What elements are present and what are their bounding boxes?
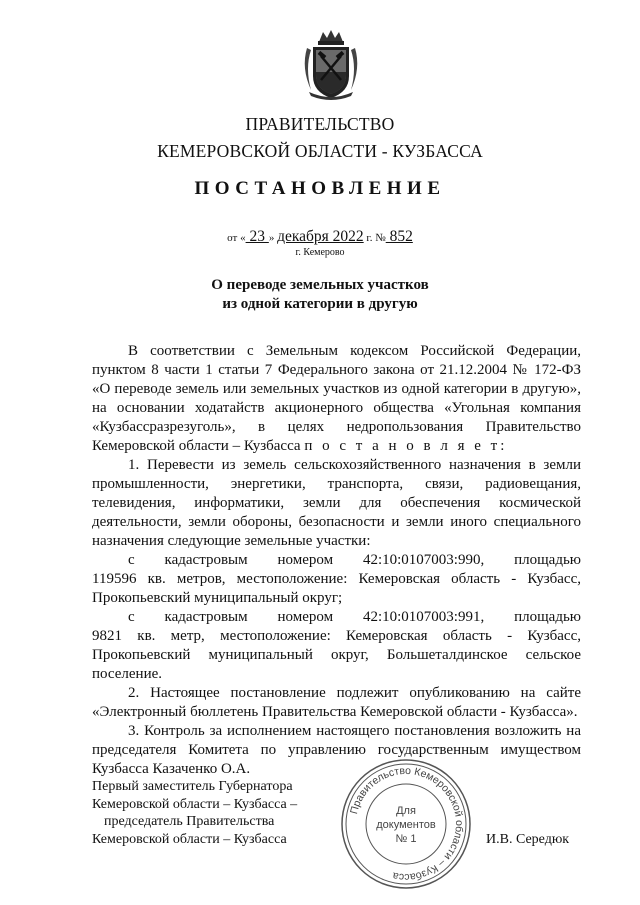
document-subject (0, 276, 640, 314)
paragraph-2: 2. Настоящее постановление подлежит опубликованию на сайте «Электронный бюллетень Правительства Кемеровской области - Кузбасса». (92, 685, 581, 720)
signatory-position (92, 778, 297, 848)
stamp-center-line3: № 1 (395, 833, 417, 845)
date-prefix: от « (227, 232, 246, 244)
paragraph-1: 1. Перевести из земель сельскохозяйственного назначения в земли промышленности, энергетики, транспорта, связи, радиовещания, телевидения, информатики, земли для обеспечения космической деятельности, земли обороны, безопасности и земли иного специального назначения следующие земельные участки: (92, 457, 581, 549)
signatory-line4: Кемеровской области – Кузбасса (92, 831, 287, 847)
document-city: г. Кемерово (295, 247, 345, 258)
date-mid: » (268, 232, 278, 244)
signatory-line1: Первый заместитель Губернатора (92, 779, 293, 794)
subject-line2: из одной категории в другую (222, 296, 418, 312)
signatory-name: И.В. Середюк (486, 832, 570, 847)
signatory-line2: Кемеровской области – Кузбасса – (92, 796, 298, 812)
coat-of-arms-icon (299, 28, 363, 102)
parcel-1-rest: 119596 кв. метров, местоположение: Кемеровская область - Кузбасс, Прокопьевский муниципальный округ; (92, 571, 581, 606)
preamble-text: В соответствии с Земельным кодексом Российской Федерации, пунктом 8 части 1 статьи 7 Федерального закона от 21.12.2004 № 172-ФЗ «О переводе земель или земельных участков из одной категории в другую», на основании ходатайств акционерного общества «Угольная компания «Кузбассразрезуголь», в целях недропользования Правительство Кемеровской области – Кузбасса (92, 343, 581, 454)
government-name-line1: ПРАВИТЕЛЬСТВО (245, 114, 395, 134)
government-name-line2: КЕМЕРОВСКОЙ ОБЛАСТИ - КУЗБАССА (157, 141, 483, 161)
stamp-center-line1: Для (396, 805, 416, 817)
postanovlyaet-text: п о с т а н о в л я е т: (304, 438, 508, 454)
date-month-year: декабря 2022 (277, 228, 364, 245)
document-type-title: ПОСТАНОВЛЕНИЕ (194, 178, 446, 199)
date-g: г. № (363, 232, 386, 244)
document-dateline (0, 228, 640, 246)
parcel-1-head: с кадастровым номером 42:10:0107003:990, площадью (128, 552, 581, 568)
parcel-2-head: с кадастровым номером 42:10:0107003:991, площадью (128, 609, 581, 625)
subject-line1: О переводе земельных участков (211, 277, 429, 293)
signatory-line3: председатель Правительства (104, 814, 275, 829)
preamble-paragraph (92, 342, 581, 456)
official-stamp (338, 756, 474, 892)
stamp-ring-text: Правительство Кемеровской области – Кузбасса (348, 764, 466, 884)
date-day: 23 (245, 228, 269, 245)
document-body (92, 342, 581, 779)
document-number: 852 (385, 228, 413, 245)
parcel-2-rest: 9821 кв. метр, местоположение: Кемеровская область - Кузбасс, Прокопьевский муниципальный округ, Большеталдинское сельское поселение. (92, 628, 581, 682)
stamp-center-line2: документов (376, 819, 436, 831)
paragraph-3: 3. Контроль за исполнением настоящего постановления возложить на председателя Комитета по управлению государственным имуществом Кузбасса Казаченко О.А. (92, 723, 581, 777)
